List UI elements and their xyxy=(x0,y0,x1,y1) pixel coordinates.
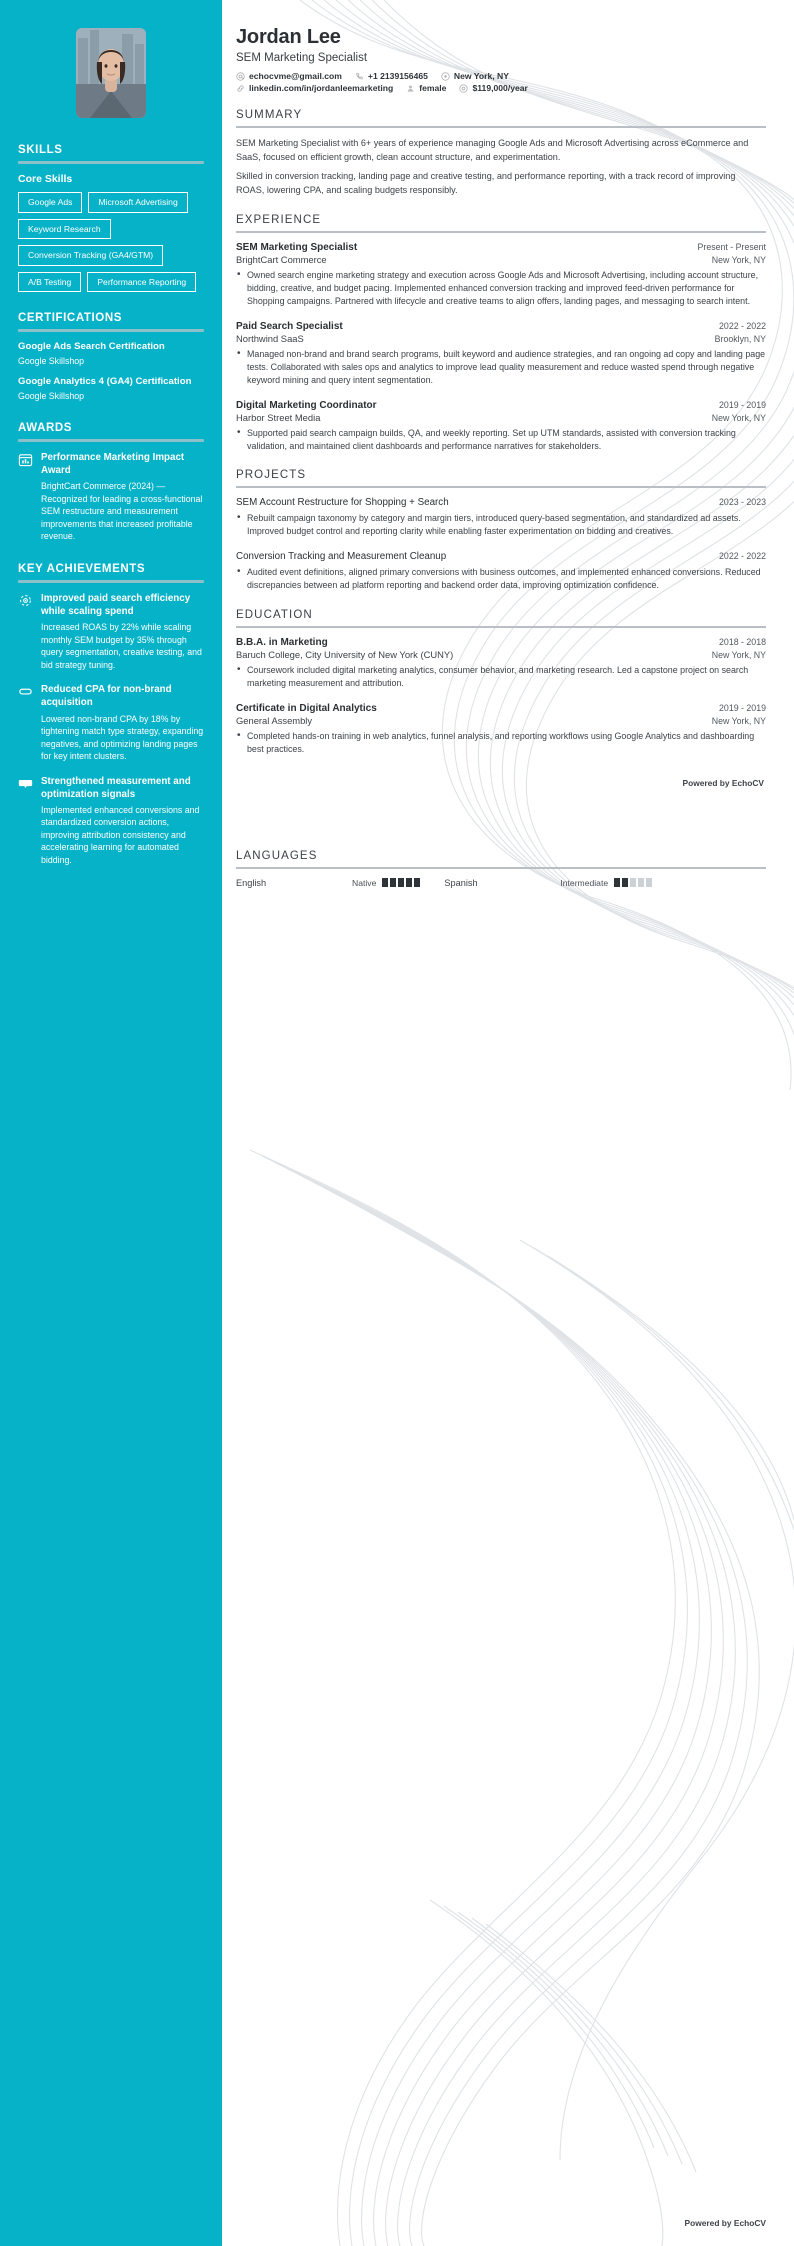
contact-row-primary xyxy=(236,71,766,81)
map-pin-icon xyxy=(441,72,450,81)
achievement-item xyxy=(18,683,204,762)
page-break-spacer xyxy=(236,788,766,834)
contact-linkedin[interactable] xyxy=(236,83,393,93)
achievement-description: Implemented enhanced conversions and standardized conversion actions, improving attribution consistency and accelerating learning for automated bidding. xyxy=(41,804,200,865)
project-name: SEM Account Restructure for Shopping + Search xyxy=(236,497,449,509)
contact-phone-text: +1 2139156465 xyxy=(367,71,428,81)
experience-role: Digital Marketing Coordinator xyxy=(236,400,377,412)
education-degree: Certificate in Digital Analytics xyxy=(236,702,377,714)
education-location: New York, NY xyxy=(711,649,766,660)
education-bullet: • Completed hands-on training in web analytics, funnel analysis, and reporting workflows using Google Analytics and dashboarding best practices. xyxy=(236,730,766,756)
contact-gender xyxy=(406,83,446,93)
project-bullet-list xyxy=(236,566,766,592)
award-description: BrightCart Commerce (2024) — Recognized for leading a cross-functional SEM restructure and measurement improvements that increased profitable revenue. xyxy=(41,481,203,542)
projects-divider xyxy=(236,486,766,488)
level-dot xyxy=(390,878,396,887)
experience-role: Paid Search Specialist xyxy=(236,320,343,332)
project-name: Conversion Tracking and Measurement Cleanup xyxy=(236,551,447,563)
certification-org: Google Skillshop xyxy=(18,390,85,401)
achievement-title: Strengthened measurement and optimization signals xyxy=(41,775,191,800)
contact-salary xyxy=(459,83,527,93)
certification-name: Google Analytics 4 (GA4) Certification xyxy=(18,376,192,388)
award-item xyxy=(18,451,204,543)
resume-header xyxy=(236,26,766,93)
experience-location: Brooklyn, NY xyxy=(714,333,766,344)
project-entry xyxy=(236,497,766,538)
education-divider xyxy=(236,626,766,628)
level-dot xyxy=(630,878,636,887)
award-title: Performance Marketing Impact Award xyxy=(41,451,185,477)
sidebar-section-key-achievements xyxy=(18,563,204,867)
skills-divider xyxy=(18,161,204,164)
experience-bullet: • Supported paid search campaign builds, QA, and weekly reporting. Set up UTM standards, assisted with conversion tracking validation, and maintained client dashboards and performance narratives for stakeholders. xyxy=(236,427,766,453)
languages-title: LANGUAGES xyxy=(236,849,318,862)
education-location: New York, NY xyxy=(711,715,766,726)
achievement-description: Increased ROAS by 22% while scaling monthly SEM budget by 35% through query segmentation, creative testing, and bid strategy tuning. xyxy=(41,622,202,670)
skill-chip[interactable]: Microsoft Advertising xyxy=(88,192,187,213)
certification-item xyxy=(18,376,204,402)
education-bullet-list xyxy=(236,664,766,690)
contact-gender-text: female xyxy=(419,83,447,93)
experience-bullet: • Managed non-brand and brand search programs, built keyword and audience strategies, and ran ongoing ad copy and landing page tests. Collaborated with sales ops and analytics to improve lead quality measurement and reduce wasted spend through negative keyword mining and query intent segmentation. xyxy=(236,348,766,387)
experience-divider xyxy=(236,231,766,233)
sidebar-section-certifications xyxy=(18,312,204,402)
education-title: EDUCATION xyxy=(236,608,313,621)
project-bullet: • Audited event definitions, aligned primary conversions with business outcomes, and implemented enhanced conversions. Reduced discrepancies between ad platform reporting and backend order data, improving optimization confidence. xyxy=(236,566,766,592)
experience-dates: 2019 - 2019 xyxy=(719,400,766,411)
language-level-dots xyxy=(614,878,652,887)
email-icon xyxy=(236,72,245,81)
language-level-dots xyxy=(382,878,420,887)
skill-chip[interactable]: Conversion Tracking (GA4/GTM) xyxy=(18,245,163,266)
capsule-icon xyxy=(18,684,33,699)
key-achievements-title: KEY ACHIEVEMENTS xyxy=(18,562,146,575)
skill-chip-list xyxy=(18,192,204,292)
education-bullet: • Coursework included digital marketing analytics, consumer behavior, and marketing research. Led a capstone project on search marketing measurement and attribution. xyxy=(236,664,766,690)
candidate-headline: SEM Marketing Specialist xyxy=(236,52,368,64)
language-level: Native xyxy=(352,877,377,888)
profile-photo-wrap xyxy=(18,28,204,118)
powered-by-footer: Powered by EchoCV xyxy=(684,2218,766,2228)
level-dot xyxy=(406,878,412,887)
education-entry xyxy=(236,637,766,690)
education-bullet-list xyxy=(236,730,766,756)
speech-bubble-icon xyxy=(18,776,33,791)
contact-email[interactable] xyxy=(236,71,342,81)
contact-phone[interactable] xyxy=(355,71,428,81)
experience-location: New York, NY xyxy=(711,413,766,424)
experience-bullet-list xyxy=(236,348,766,387)
achievement-title: Reduced CPA for non-brand acquisition xyxy=(41,684,172,709)
sidebar-section-skills xyxy=(18,144,204,292)
experience-bullet-list xyxy=(236,269,766,308)
summary-paragraph: SEM Marketing Specialist with 6+ years of experience managing Google Ads and Microsoft Advertising across eCommerce and SaaS, focused on efficient growth, clean account structure, and experimentation. xyxy=(236,138,749,162)
projects-title: PROJECTS xyxy=(236,469,307,482)
skill-chip[interactable]: A/B Testing xyxy=(18,272,81,293)
target-icon xyxy=(18,593,33,608)
level-dot xyxy=(398,878,404,887)
core-skills-subhead: Core Skills xyxy=(18,173,73,185)
candidate-name: Jordan Lee xyxy=(236,26,341,48)
contact-row-secondary xyxy=(236,83,766,93)
experience-bullet-list xyxy=(236,427,766,453)
main-content xyxy=(222,0,794,888)
education-degree: B.B.A. in Marketing xyxy=(236,636,328,648)
sidebar-section-awards xyxy=(18,422,204,543)
language-name: Spanish xyxy=(444,877,478,888)
experience-organization: Northwind SaaS xyxy=(236,332,304,344)
calendar-chart-icon xyxy=(18,452,33,467)
education-dates: 2019 - 2019 xyxy=(719,702,766,713)
experience-organization: Harbor Street Media xyxy=(236,412,321,424)
level-dot xyxy=(622,878,628,887)
experience-location: New York, NY xyxy=(711,254,766,265)
achievement-item xyxy=(18,775,204,867)
education-entry xyxy=(236,703,766,756)
experience-bullet: • Owned search engine marketing strategy and execution across Google Ads and Microsoft Advertising, including account structure, bidding, creative, and budget pacing. Implemented enhanced conversion tracking and improved feed-driven performance for Shopping campaigns. Partnered with lifecycle and creative teams to align offers, landing pages, and messaging to search intent. xyxy=(236,269,766,308)
contact-salary-text: $119,000/year xyxy=(472,83,528,93)
link-icon xyxy=(236,84,245,93)
section-projects xyxy=(236,469,766,592)
achievement-item xyxy=(18,592,204,671)
awards-title: AWARDS xyxy=(18,421,73,434)
experience-entry xyxy=(236,321,766,387)
project-dates: 2022 - 2022 xyxy=(719,551,766,562)
experience-dates: 2022 - 2022 xyxy=(719,320,766,331)
person-icon xyxy=(406,84,415,93)
certification-name: Google Ads Search Certification xyxy=(18,341,165,353)
section-education xyxy=(236,609,766,756)
skill-chip[interactable]: Keyword Research xyxy=(18,219,111,240)
awards-divider xyxy=(18,439,204,442)
experience-dates: Present - Present xyxy=(697,241,766,252)
avatar xyxy=(76,28,146,118)
experience-title: EXPERIENCE xyxy=(236,213,322,226)
experience-entry xyxy=(236,242,766,308)
certification-item xyxy=(18,341,204,367)
experience-entry xyxy=(236,400,766,453)
languages-divider xyxy=(236,867,766,869)
summary-divider xyxy=(236,126,766,128)
contact-location-text: New York, NY xyxy=(453,71,509,81)
skill-chip[interactable]: Performance Reporting xyxy=(87,272,196,293)
project-entry xyxy=(236,551,766,592)
education-school: Baruch College, City University of New York (CUNY) xyxy=(236,648,454,660)
section-languages xyxy=(236,850,766,888)
phone-icon xyxy=(355,72,364,81)
contact-linkedin-text: linkedin.com/in/jordanleemarketing xyxy=(249,83,394,93)
achievement-title: Improved paid search efficiency while scaling spend xyxy=(41,592,191,618)
level-dot xyxy=(382,878,388,887)
powered-by-page1: Powered by EchoCV xyxy=(682,777,764,788)
project-bullet-list xyxy=(236,512,766,538)
section-summary xyxy=(236,109,766,198)
level-dot xyxy=(414,878,420,887)
education-dates: 2018 - 2018 xyxy=(719,636,766,647)
experience-role: SEM Marketing Specialist xyxy=(236,241,358,253)
contact-location xyxy=(441,71,509,81)
level-dot xyxy=(614,878,620,887)
achievement-description: Lowered non-brand CPA by 18% by tightening match type strategy, expanding negatives, and optimizing landing pages for key intent clusters. xyxy=(41,713,204,762)
skill-chip[interactable]: Google Ads xyxy=(18,192,82,213)
sidebar xyxy=(0,0,222,2246)
project-dates: 2023 - 2023 xyxy=(719,497,766,508)
level-dot xyxy=(646,878,652,887)
project-bullet: • Rebuilt campaign taxonomy by category and margin tiers, introduced query-based segmentation, and standardized ad assets. Improved budget control and reporting clarity while enabling faster experimentation on bidding and creatives. xyxy=(236,512,766,538)
skills-title: SKILLS xyxy=(18,144,63,156)
certifications-title: CERTIFICATIONS xyxy=(18,312,123,325)
contact-email-text: echocvme@gmail.com xyxy=(249,71,342,81)
key-achievements-divider xyxy=(18,580,204,583)
language-name: English xyxy=(236,877,267,888)
language-level: Intermediate xyxy=(560,877,609,888)
summary-title: SUMMARY xyxy=(236,109,303,121)
education-school: General Assembly xyxy=(236,714,313,726)
level-dot xyxy=(638,878,644,887)
certification-org: Google Skillshop xyxy=(18,355,85,366)
experience-organization: BrightCart Commerce xyxy=(236,253,327,265)
summary-paragraph: Skilled in conversion tracking, landing page and creative testing, and performance reporting, with a track record of improving ROAS, lowering CPA, and scaling budgets responsibly. xyxy=(236,171,736,195)
salary-icon xyxy=(459,84,468,93)
certifications-divider xyxy=(18,329,204,332)
languages-row xyxy=(236,878,766,888)
section-experience xyxy=(236,214,766,454)
